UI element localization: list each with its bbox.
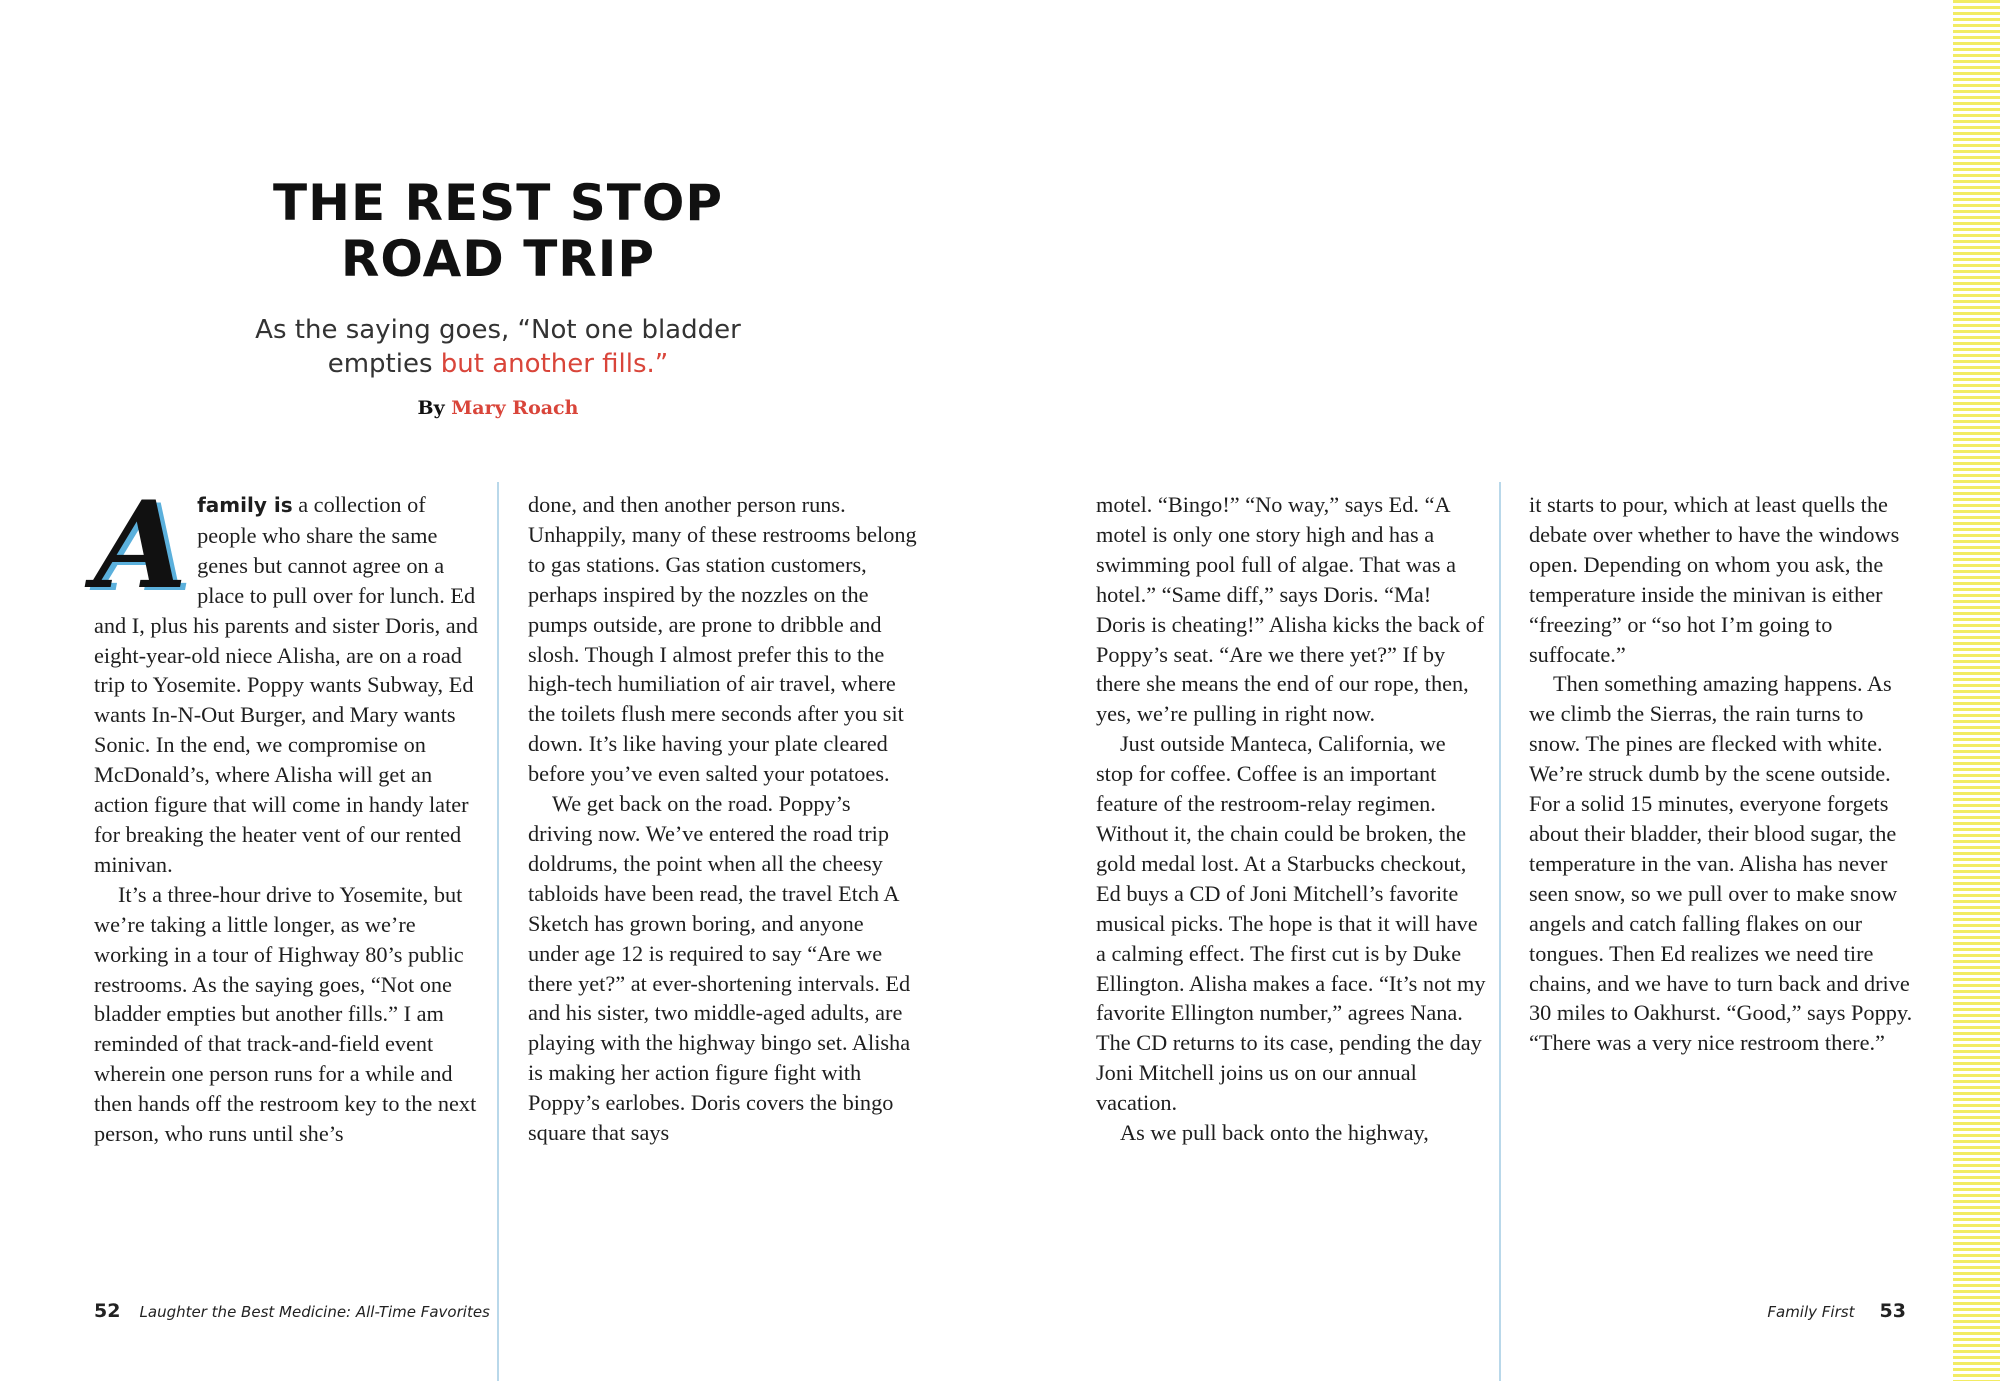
paragraph-6: Then something amazing happens. As we climb the Sierras, the rain turns to snow. The pines are flecked with white. We’re struck dumb by the scene outside. For a solid 15 minutes, everyone forgets about their bladder, their blood sugar, the temperature in the van. Alisha has never seen snow, so we pull over to make snow angels and catch falling flakes on our tongues. Then Ed realizes we need tire chains, and we have to turn back and drive 30 miles to Oakhurst. “Good,” says Poppy. “There was a very nice restroom there.” [1529, 671, 1913, 1056]
left-running-head: Laughter the Best Medicine: All-Time Favorites [139, 1303, 490, 1321]
paragraph-5-continued: it starts to pour, which at least quells the debate over whether to have the windows open. Depending on whom you ask, the temperature inside the minivan is either “freezing” or “so hot I’m going to suffocate.” [1529, 492, 1900, 667]
title-line-2: ROAD TRIP [340, 230, 656, 288]
drop-cap: A [94, 475, 188, 616]
paragraph-5: As we pull back onto the highway, [1120, 1120, 1429, 1146]
decorative-yellow-stripes [1953, 0, 2000, 1381]
paragraph-2-continued: done, and then another person runs. Unhappily, many of these restrooms belong to gas stations. Gas station customers, perhaps inspired by the nozzles on the pumps outside, are prone to dribble and slosh. Though I almost prefer this to the high-tech humiliation of air travel, where the toilets flush mere seconds after you sit down. It’s like having your plate cleared before you’ve even salted your potatoes. [528, 492, 917, 787]
paragraph-4: Just outside Manteca, California, we stop for coffee. Coffee is an important feature of the restroom-relay regimen. Without it, the chain could be broken, the gold medal lost. At a Starbucks checkout, Ed buys a CD of Joni Mitchell’s favorite musical picks. The hope is that it will have a calming effect. The first cut is by Duke Ellington. Alisha makes a face. “It’s not my favorite Ellington number,” agrees Nana. The CD returns to its case, pending the day Joni Mitchell joins us on our annual vacation. [1096, 731, 1486, 1116]
title-line-1: THE REST STOP [273, 174, 723, 232]
paragraph-1 [94, 475, 484, 880]
text-column-3 [1096, 490, 1486, 1148]
text-column-4 [1529, 490, 1919, 1058]
left-page-number: 52 [94, 1300, 121, 1322]
text-column-2 [528, 490, 918, 1148]
paragraph-3-continued: motel. “Bingo!” “No way,” says Ed. “A motel is only one story high and has a swimming pool full of algae. That was a hotel.” “Same diff,” says Doris. “Ma! Doris is cheating!” Alisha kicks the back of Poppy’s seat. “Are we there yet?” If by there she means the end of our rope, then, yes, we’re pulling in right now. [1096, 492, 1485, 727]
paragraph-2: It’s a three-hour drive to Yosemite, but we’re taking a little longer, as we’re working in a tour of Highway 80’s public restrooms. As the saying goes, “Not one bladder empties but another fills.” I am reminded of that track-and-field event wherein one person runs for a while and then hands off the restroom key to the next person, who runs until she’s [94, 881, 477, 1147]
left-column-rule [497, 482, 499, 1381]
paragraph-1-text: a collection of people who share the same genes but cannot agree on a place to pull over for lunch. Ed and I, plus his parents and sister Doris, and eight-year-old niece Alisha, are on a road trip to Yosemite. Poppy wants Subway, Ed wants In-N-Out Burger, and Mary wants Sonic. In the end, we compromise on McDonald’s, where Alisha will get an action figure that will come in handy later for breaking the heater vent of our rented minivan. [94, 492, 478, 877]
dek-text: As the saying goes, “Not one bladder empties [255, 315, 741, 379]
article-header [248, 175, 748, 419]
byline-prefix: By [417, 397, 452, 419]
article-title [248, 175, 748, 287]
right-column-rule [1499, 482, 1501, 1381]
author-name: Mary Roach [451, 397, 579, 419]
byline [248, 397, 748, 419]
left-folio [94, 1300, 490, 1322]
article-dek [248, 313, 748, 381]
paragraph-3: We get back on the road. Poppy’s driving now. We’ve entered the road trip doldrums, the point when all the cheesy tabloids have been read, the travel Etch A Sketch has grown boring, and anyone under age 12 is required to say “Are we there yet?” at ever-shortening intervals. Ed and his sister, two middle-aged adults, are playing with the highway bingo set. Alisha is making her action figure fight with Poppy’s earlobes. Doris covers the bingo square that says [528, 791, 911, 1146]
right-running-head: Family First [1767, 1303, 1855, 1321]
lead-in: family is [197, 493, 293, 517]
text-column-1 [94, 475, 484, 1149]
right-folio [1767, 1300, 1906, 1322]
right-page-number: 53 [1879, 1300, 1906, 1322]
dek-highlight: but another fills.” [440, 349, 669, 379]
